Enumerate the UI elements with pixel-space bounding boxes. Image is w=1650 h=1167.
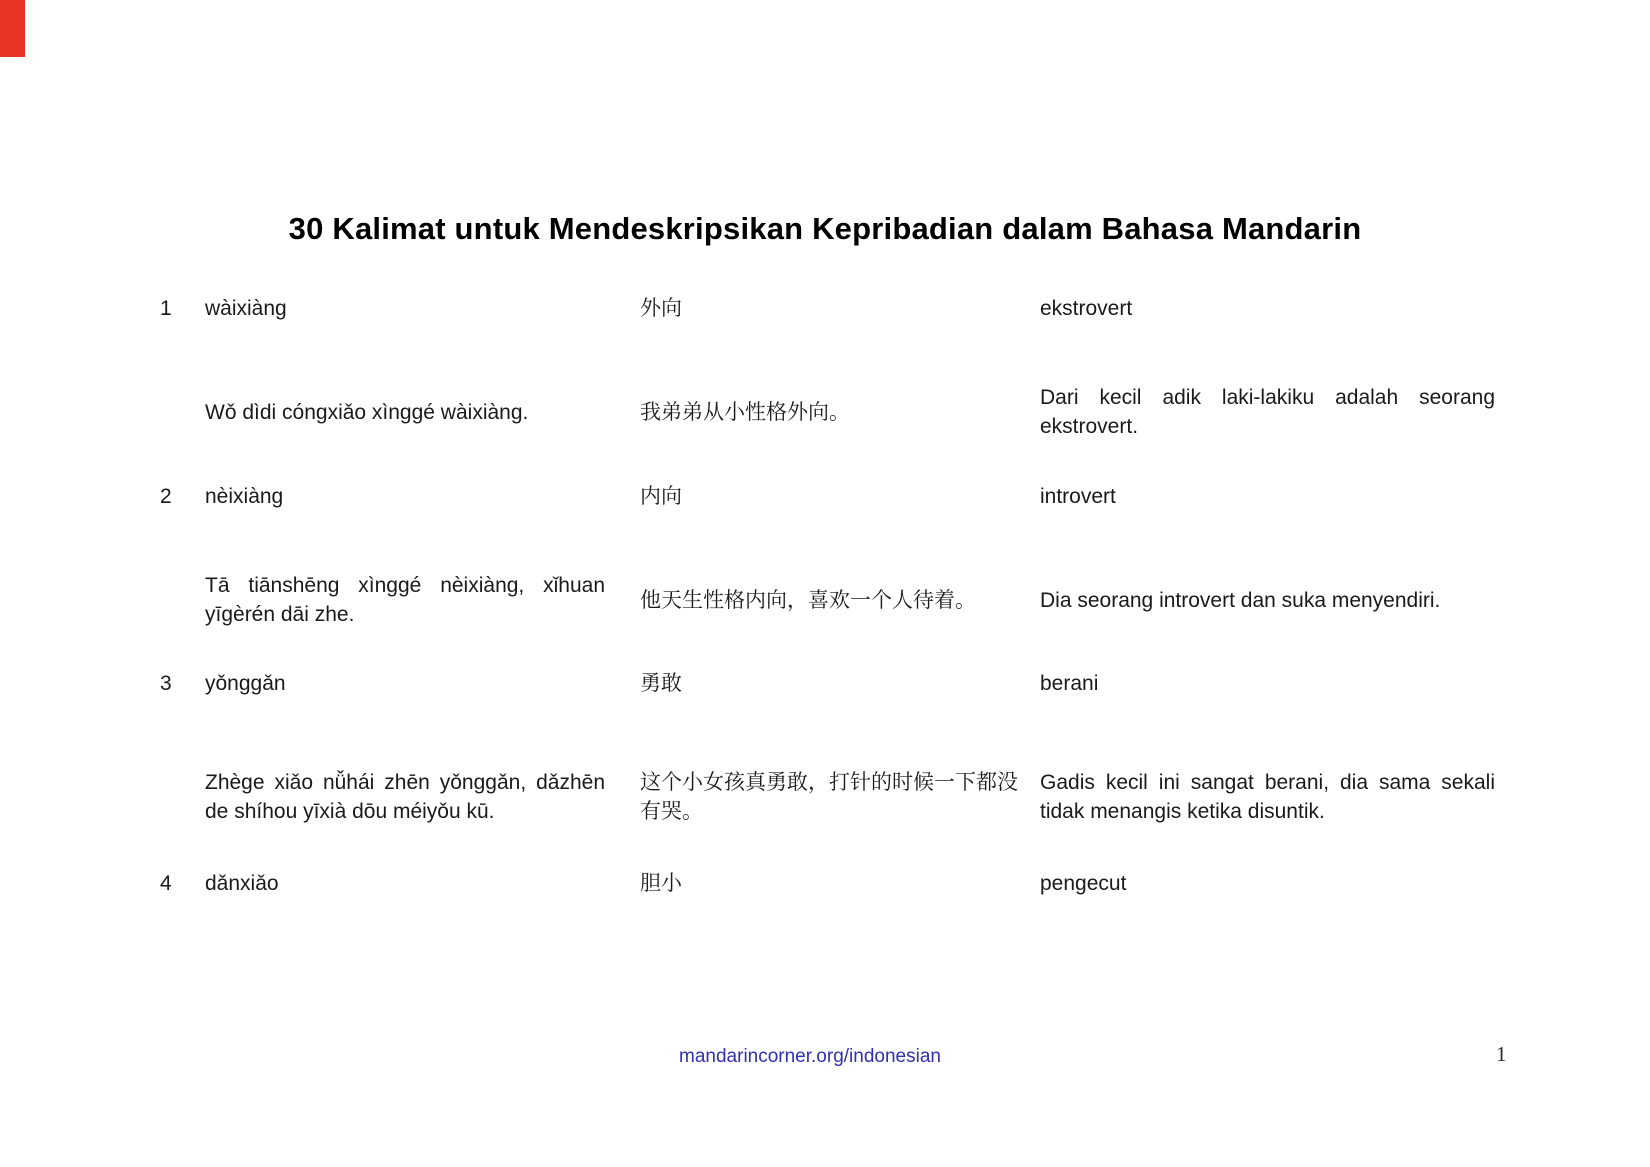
entry-number: 3 (160, 672, 172, 695)
footer-website-link[interactable]: mandarincorner.org/indonesian (679, 1046, 941, 1067)
sentence-indonesian (1040, 586, 1495, 615)
sentence-pinyin-line: de shíhou yīxià dōu méiyǒu kū. (205, 800, 495, 823)
sentence-pinyin-line: Wǒ dìdi cóngxiǎo xìnggé wàixiàng. (205, 400, 529, 424)
word-indonesian: berani (1040, 672, 1099, 695)
sentence-hanzi (640, 398, 1040, 427)
entry-number: 1 (160, 297, 172, 320)
sentence-hanzi (640, 586, 1040, 615)
sentence-pinyin-line: Zhège xiǎo nǚhái zhēn yǒnggǎn, dǎzhēn (205, 771, 605, 794)
word-indonesian: pengecut (1040, 872, 1127, 895)
entry-number: 2 (160, 485, 172, 508)
red-corner-marker (0, 0, 25, 57)
word-hanzi: 内向 (640, 485, 682, 508)
sentence-pinyin (205, 768, 640, 826)
word-pinyin: yǒnggǎn (205, 672, 286, 695)
sentence-hanzi-line: 我弟弟从小性格外向。 (640, 400, 850, 424)
vocab-word-row-4 (0, 871, 1650, 897)
sentence-indonesian-line: ekstrovert. (1040, 415, 1139, 438)
page-title: 30 Kalimat untuk Mendeskripsikan Kepribadian dalam Bahasa Mandarin (288, 210, 1362, 246)
word-indonesian: introvert (1040, 485, 1116, 508)
sentence-indonesian-line: tidak menangis ketika disuntik. (1040, 800, 1325, 823)
sentence-indonesian-line: Dari kecil adik laki-lakiku adalah seorang (1040, 386, 1495, 409)
sentence-row-1 (0, 370, 1650, 454)
word-hanzi: 胆小 (640, 872, 682, 895)
sentence-indonesian-line: Dia seorang introvert dan suka menyendiri. (1040, 588, 1441, 612)
word-indonesian: ekstrovert (1040, 297, 1133, 320)
word-pinyin: dǎnxiǎo (205, 872, 279, 895)
sentence-indonesian-line: Gadis kecil ini sangat berani, dia sama sekali (1040, 771, 1495, 794)
sentence-indonesian (1040, 768, 1495, 826)
sentence-row-3 (0, 755, 1650, 839)
word-hanzi: 勇敢 (640, 672, 682, 695)
sentence-row-2 (0, 558, 1650, 642)
sentence-indonesian (1040, 383, 1495, 441)
vocab-word-row-2 (0, 484, 1650, 510)
sentence-pinyin (205, 398, 640, 427)
sentence-hanzi (640, 768, 1040, 826)
sentence-hanzi-line: 有哭。 (640, 800, 703, 823)
page-number: 1 (1496, 1042, 1507, 1066)
word-pinyin: wàixiàng (205, 297, 287, 320)
vocab-word-row-3 (0, 671, 1650, 697)
word-hanzi: 外向 (640, 297, 682, 320)
sentence-pinyin-line: yīgèrén dāi zhe. (205, 603, 355, 626)
sentence-hanzi-line: 这个小女孩真勇敢，打针的时候一下都没 (640, 771, 1018, 794)
sentence-pinyin-line: Tā tiānshēng xìnggé nèixiàng, xǐhuan (205, 574, 605, 597)
entry-number: 4 (160, 872, 172, 895)
word-pinyin: nèixiàng (205, 485, 284, 508)
vocab-word-row-1 (0, 296, 1650, 322)
footer (0, 1046, 1620, 1068)
sentence-pinyin (205, 571, 640, 629)
sentence-hanzi-line: 他天生性格内向，喜欢一个人待着。 (640, 588, 976, 612)
